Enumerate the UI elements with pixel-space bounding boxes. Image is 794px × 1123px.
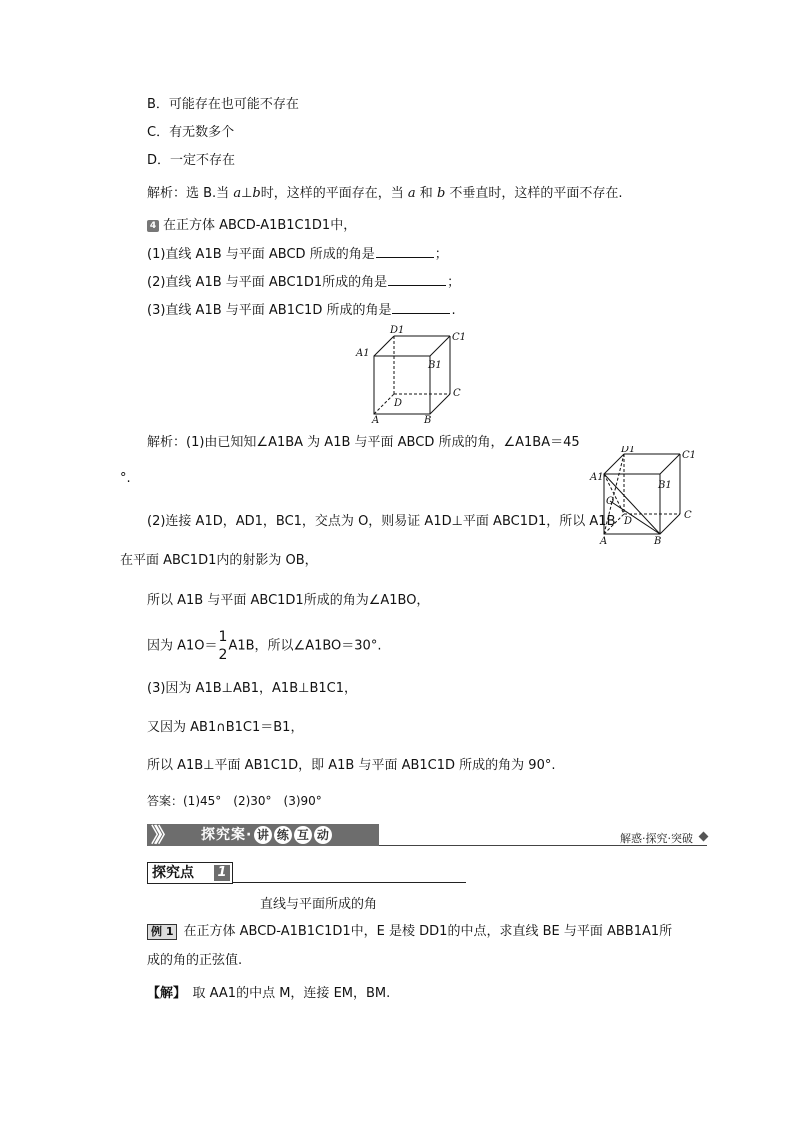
solution-line-1b: °. xyxy=(120,471,131,486)
option-d: D．一定不存在 xyxy=(147,153,236,168)
solution-line-1: 解析：(1)由已知知∠A1BA 为 A1B 与平面 ABCD 所成的角，∠A1BA＝45 xyxy=(147,435,580,450)
option-c: C．有无数多个 xyxy=(147,125,235,140)
label-b1: B1 xyxy=(658,480,672,491)
solution-line-5: 因为 A1O＝ 1 2 A1B，所以∠A1BO＝30°. xyxy=(147,629,382,663)
section-label: 探究点 xyxy=(152,865,194,881)
section-banner xyxy=(147,820,707,850)
section-rule xyxy=(232,882,466,883)
analysis-1: 解析：选 B.当 a⊥b时，这样的平面存在，当 a 和 b 不垂直时，这样的平面不存在. xyxy=(147,186,623,201)
example-badge: 例 1 xyxy=(147,924,177,940)
problem-4-q3: (3)直线 A1B 与平面 AB1C1D 所成的角是 . xyxy=(147,303,456,318)
solution-line-6: (3)因为 A1B⊥AB1，A1B⊥B1C1， xyxy=(147,681,357,696)
label-o: O xyxy=(606,496,615,507)
solution-line-3: 在平面 ABC1D1内的射影为 OB， xyxy=(120,553,318,568)
label-d: D xyxy=(624,516,633,527)
label-c1: C1 xyxy=(452,332,467,343)
fraction-half: 1 2 xyxy=(218,629,228,663)
label-c: C xyxy=(684,510,692,521)
example-1-line-2: 成的角的正弦值. xyxy=(147,953,243,968)
section-number: 1 xyxy=(214,865,230,881)
label-c1: C1 xyxy=(682,450,697,461)
solution-line-7: 又因为 AB1∩B1C1＝B1， xyxy=(147,720,304,735)
section-title: 直线与平面所成的角 xyxy=(260,897,378,912)
label-d1: D1 xyxy=(621,446,636,455)
answer-line: 答案：(1)45° (2)30° (3)90° xyxy=(147,794,322,808)
label-d1: D1 xyxy=(390,325,405,336)
cube-figure xyxy=(350,322,470,426)
section-heading xyxy=(147,862,233,884)
answer-blank xyxy=(388,273,446,286)
label-d: D xyxy=(394,398,403,409)
cube-diagonal-figure xyxy=(588,446,700,548)
label-b: B xyxy=(654,536,662,547)
example-1-line-1: 例 1 在正方体 ABCD-A1B1C1D1中，E 是棱 DD1的中点，求直线 BE 与平面 ABB1A1所 xyxy=(147,923,672,941)
problem-number-badge: 4 xyxy=(147,220,159,232)
label-b1: B1 xyxy=(428,360,442,371)
label-a: A xyxy=(372,415,380,426)
label-a1: A1 xyxy=(590,472,604,483)
solution-line-8: 所以 A1B⊥平面 AB1C1D，即 A1B 与平面 AB1C1D 所成的角为 90°. xyxy=(147,758,556,773)
banner-title: 探究案· 讲 练 互 动 xyxy=(201,824,332,846)
label-c: C xyxy=(453,388,461,399)
label-a1: A1 xyxy=(356,348,370,359)
diamond-icon xyxy=(699,832,709,842)
answer-blank xyxy=(376,245,434,258)
problem-4-q2: (2)直线 A1B 与平面 ABC1D1所成的角是 ； xyxy=(147,275,461,290)
label-b: B xyxy=(424,415,432,426)
example-1-solution: 【解】 取 AA1的中点 M，连接 EM，BM. xyxy=(147,986,391,1001)
solution-line-2: (2)连接 A1D，AD1，BC1，交点为 O，则易证 A1D⊥平面 ABC1D1，所以 A1B xyxy=(147,514,616,529)
solution-line-4: 所以 A1B 与平面 ABC1D1所成的角为∠A1BO， xyxy=(147,593,430,608)
problem-4-q1: (1)直线 A1B 与平面 ABCD 所成的角是 ； xyxy=(147,247,448,262)
answer-blank xyxy=(392,301,450,314)
banner-tagline: 解惑·探究·突破 xyxy=(620,832,693,845)
label-a: A xyxy=(600,536,608,547)
banner-subtitle: 讲 练 互 动 xyxy=(252,824,332,846)
option-b: B．可能存在也可能不存在 xyxy=(147,97,299,112)
problem-4-stem: 4 在正方体 ABCD-A1B1C1D1中， xyxy=(147,217,356,235)
chevron-icon: 》》 xyxy=(151,823,169,847)
